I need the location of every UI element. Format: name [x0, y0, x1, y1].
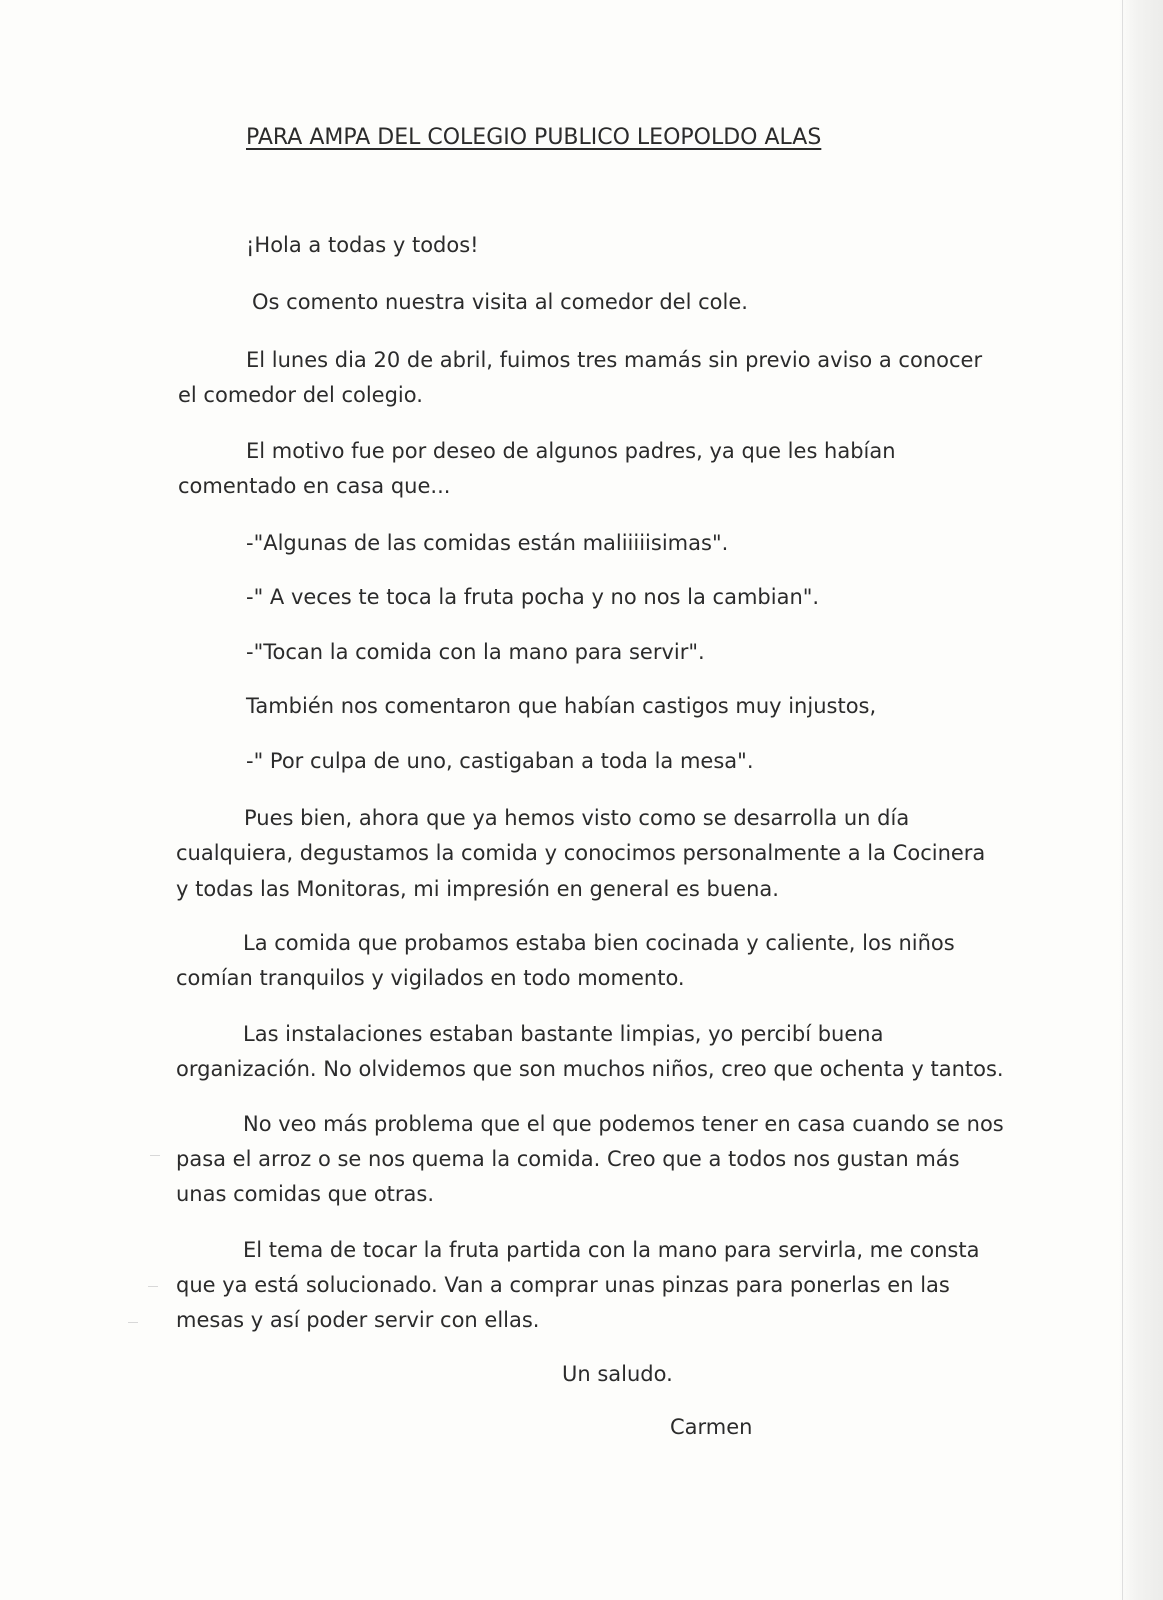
body-line: cualquiera, degustamos la comida y conocimos personalmente a la Cocinera [176, 841, 986, 865]
body-line: También nos comentaron que habían castigos muy injustos, [246, 694, 877, 718]
scan-speck [128, 1322, 138, 1323]
body-line: comían tranquilos y vigilados en todo momento. [176, 966, 685, 990]
scan-speck [150, 1155, 160, 1156]
body-line: Pues bien, ahora que ya hemos visto como se desarrolla un día [244, 806, 910, 830]
quote-line: -" A veces te toca la fruta pocha y no nos la cambian". [246, 585, 820, 609]
body-line: Os comento nuestra visita al comedor del cole. [252, 290, 748, 314]
body-line: organización. No olvidemos que son muchos niños, creo que ochenta y tantos. [176, 1057, 1004, 1081]
quote-line: -"Algunas de las comidas están maliiiiisimas". [246, 531, 729, 555]
scan-speck [148, 1286, 158, 1287]
page-fold-line [1122, 0, 1123, 1600]
signature-name: Carmen [670, 1415, 753, 1439]
body-line: El tema de tocar la fruta partida con la mano para servirla, me consta [243, 1238, 980, 1262]
page-edge-shadow [1119, 0, 1163, 1600]
body-line: que ya está solucionado. Van a comprar unas pinzas para ponerlas en las [176, 1273, 950, 1297]
greeting-line: ¡Hola a todas y todos! [246, 233, 479, 257]
document-title: PARA AMPA DEL COLEGIO PUBLICO LEOPOLDO ALAS [246, 125, 822, 150]
body-line: La comida que probamos estaba bien cocinada y caliente, los niños [243, 931, 955, 955]
body-line: comentado en casa que... [178, 474, 451, 498]
quote-line: -" Por culpa de uno, castigaban a toda la mesa". [246, 749, 754, 773]
body-line: unas comidas que otras. [176, 1182, 435, 1206]
closing-line: Un saludo. [562, 1362, 673, 1386]
body-line: Las instalaciones estaban bastante limpias, yo percibí buena [243, 1022, 884, 1046]
body-line: El lunes dia 20 de abril, fuimos tres mamás sin previo aviso a conocer [246, 348, 983, 372]
body-line: y todas las Monitoras, mi impresión en general es buena. [176, 877, 779, 901]
body-line: El motivo fue por deseo de algunos padres, ya que les habían [246, 439, 896, 463]
body-line: pasa el arroz o se nos quema la comida. Creo que a todos nos gustan más [176, 1147, 960, 1171]
body-line: el comedor del colegio. [178, 383, 423, 407]
body-line: mesas y así poder servir con ellas. [176, 1308, 540, 1332]
body-line: No veo más problema que el que podemos tener en casa cuando se nos [243, 1112, 1004, 1136]
quote-line: -"Tocan la comida con la mano para servir". [246, 640, 705, 664]
